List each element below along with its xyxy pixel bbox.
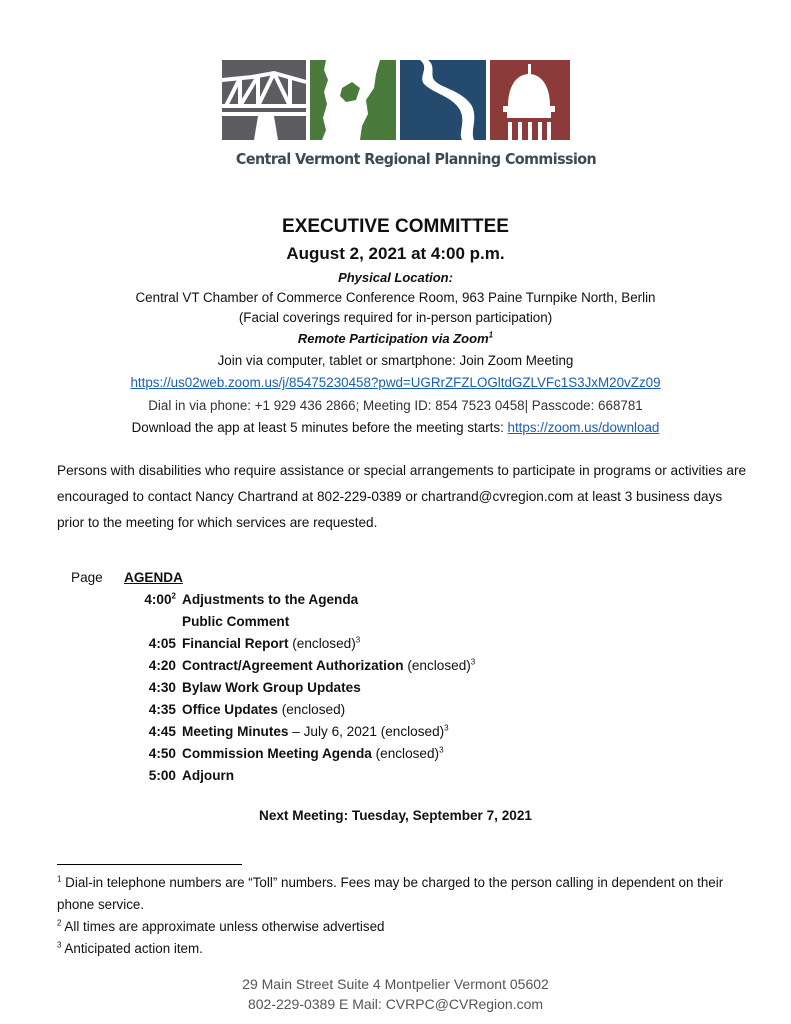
agenda-item-time: [130, 724, 176, 746]
footnote-ref: 3: [444, 723, 449, 733]
agenda-item-title: Financial Report: [182, 636, 289, 651]
footnote-1: [57, 872, 747, 916]
page-title: EXECUTIVE COMMITTEE: [282, 216, 509, 237]
agenda-item-title: Contract/Agreement Authorization: [182, 658, 404, 673]
page-column-label: Page: [71, 570, 103, 585]
time-text: 4:00: [144, 592, 172, 607]
footnote-ref: 3: [470, 657, 476, 667]
agenda-item-time: [130, 636, 176, 658]
agenda-item-time: [130, 592, 176, 614]
agenda-item-time: [130, 746, 176, 768]
footer-address: 29 Main Street Suite 4 Montpelier Vermont 05602: [242, 976, 549, 992]
agenda-item: [182, 680, 361, 702]
agenda-item-note: (enclosed): [277, 702, 346, 717]
agenda-item: [182, 592, 358, 614]
cvrpc-logo: [222, 60, 597, 178]
agenda-item-time: [130, 658, 176, 680]
footnote-text: All times are approximate unless otherwise advertised: [61, 919, 385, 934]
zoom-download-link[interactable]: https://zoom.us/download: [507, 420, 660, 435]
next-meeting: Next Meeting: Tuesday, September 7, 2021: [259, 808, 532, 823]
footer-contact: 802-229-0389 E Mail: CVRPC@CVRegion.com: [247, 996, 544, 1012]
agenda-item: [182, 724, 449, 746]
agenda-item-time: [130, 768, 176, 790]
accessibility-notice: Persons with disabilities who require assistance or special arrangements to participate in programs or activities are encouraged to contact Nancy Chartrand at 802-229-0389 or chartrand@cvregion.com at least 3 business days prior to the meeting for which services are requested.: [57, 463, 747, 530]
footnote-divider: [57, 864, 242, 865]
time-text: 5:00: [148, 768, 176, 783]
agenda-item-time: [130, 702, 176, 724]
agenda-item-title: Office Updates: [182, 702, 278, 717]
footnote-2: [57, 916, 747, 938]
time-text: 4:50: [148, 746, 176, 761]
agenda-item: [182, 768, 234, 790]
footnote-number: 3: [57, 940, 62, 950]
agenda-item: [182, 614, 289, 636]
agenda-item-title: Public Comment: [182, 614, 290, 629]
footnote-ref: 2: [171, 591, 176, 601]
agenda-item-title: Adjourn: [182, 768, 235, 783]
zoom-link-row: [0, 375, 791, 390]
agenda-item-title: Meeting Minutes: [182, 724, 289, 739]
agenda-item-time: [130, 614, 176, 636]
facial-coverings-note: (Facial coverings required for in-person participation): [238, 310, 553, 325]
physical-location-heading: Physical Location:: [338, 270, 453, 285]
footnote-number: 1: [57, 874, 62, 884]
time-text: 4:05: [148, 636, 176, 651]
agenda-item: [182, 746, 444, 768]
agenda-item-note: (enclosed): [288, 636, 356, 651]
physical-address: Central VT Chamber of Commerce Conference Room, 963 Paine Turnpike North, Berlin: [135, 290, 656, 305]
time-text: 4:20: [148, 658, 176, 673]
dial-in-info: Dial in via phone: +1 929 436 2866; Meeting ID: 854 7523 0458| Passcode: 668781: [148, 398, 643, 413]
time-text: 4:45: [148, 724, 176, 739]
footnote-ref: 3: [439, 745, 444, 755]
footnote-number: 2: [57, 918, 62, 928]
join-text: Join via computer, tablet or smartphone: Join Zoom Meeting: [217, 353, 574, 368]
agenda-item: [182, 702, 345, 724]
agenda-item: [182, 636, 360, 658]
meeting-date: August 2, 2021 at 4:00 p.m.: [286, 244, 505, 263]
footnote-ref: 1: [488, 330, 494, 340]
time-text: 4:35: [148, 702, 176, 717]
footnote-text: Anticipated action item.: [61, 941, 203, 956]
footnote-3: [57, 938, 747, 960]
agenda-heading: AGENDA: [124, 570, 183, 585]
download-row: [0, 420, 791, 435]
download-text: Download the app at least 5 minutes before the meeting starts:: [131, 420, 508, 435]
agenda-item-note: – July 6, 2021 (enclosed): [288, 724, 445, 739]
remote-participation-heading: [0, 331, 791, 346]
time-text: 4:30: [148, 680, 176, 695]
logo-panels-icon: [222, 60, 570, 146]
agenda-item-time: [130, 680, 176, 702]
agenda-item-title: Bylaw Work Group Updates: [182, 680, 361, 695]
agenda-item-title: Commission Meeting Agenda: [182, 746, 372, 761]
agenda-item: [182, 658, 475, 680]
zoom-meeting-link[interactable]: https://us02web.zoom.us/j/85475230458?pwd=UGRrZFZLOGltdGZLVFc1S3JxM20vZz09: [130, 375, 661, 390]
agenda-item-note: (enclosed): [371, 746, 440, 761]
footnote-text: Dial-in telephone numbers are “Toll” numbers. Fees may be charged to the person calling in dependent on their phone service.: [57, 875, 724, 912]
remote-heading-text: Remote Participation via Zoom: [297, 331, 489, 346]
footnote-ref: 3: [355, 635, 361, 645]
agenda-item-note: (enclosed): [403, 658, 471, 673]
logo-tagline: Central Vermont Regional Planning Commission: [235, 150, 597, 168]
agenda-item-title: Adjustments to the Agenda: [182, 592, 359, 607]
